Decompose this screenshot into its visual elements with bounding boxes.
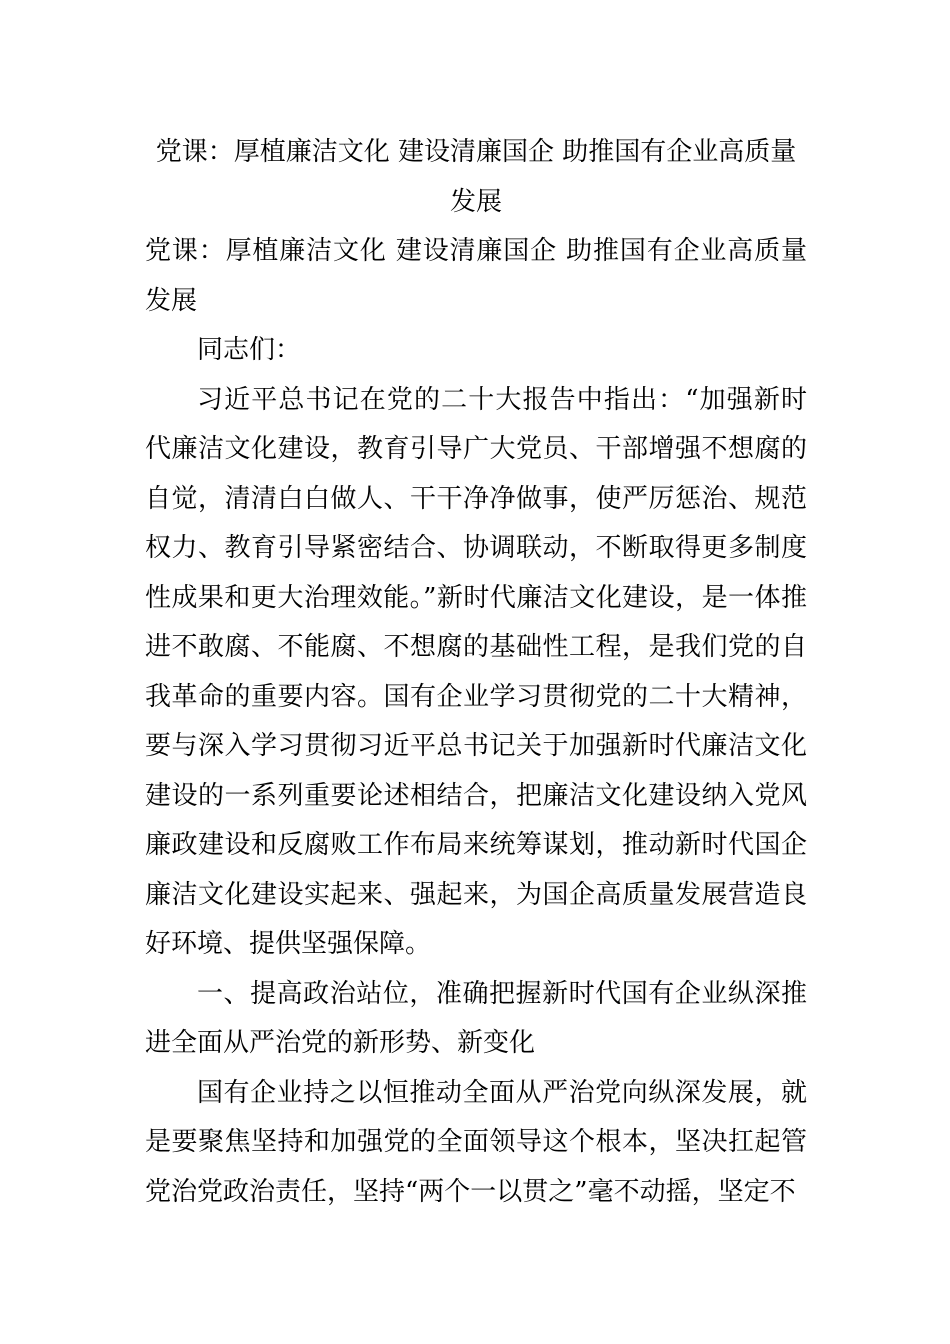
- paragraph-section-1: 国有企业持之以恒推动全面从严治党向纵深发展，就是要聚焦坚持和加强党的全面领导这个根本，坚决扛起管党治党政治责任，坚持“两个一以贯之”毫不动摇，坚定不: [145, 1077, 807, 1207]
- salutation: 同志们：: [197, 335, 302, 365]
- document-title: 党课：厚植廉洁文化 建设清廉国企 助推国有企业高质量发展: [155, 137, 797, 217]
- document-subtitle: 党课：厚植廉洁文化 建设清廉国企 助推国有企业高质量发展: [145, 236, 807, 316]
- paragraph-intro: 习近平总书记在党的二十大报告中指出：“加强新时代廉洁文化建设，教育引导广大党员、干部增强不想腐的自觉，清清白白做人、干干净净做事，使严厉惩治、规范权力、教育引导紧密结合、协调联动，不断取得更多制度性成果和更大治理效能。”新时代廉洁文化建设，是一体推进不敢腐、不能腐、不想腐的基础性工程，是我们党的自我革命的重要内容。国有企业学习贯彻党的二十大精神，要与深入学习贯彻习近平总书记关于加强新时代廉洁文化建设的一系列重要论述相结合，把廉洁文化建设纳入党风廉政建设和反腐败工作布局来统筹谋划，推动新时代国企廉洁文化建设实起来、强起来，为国企高质量发展营造良好环境、提供坚强保障。: [145, 384, 807, 959]
- section-heading-1: 一、提高政治站位，准确把握新时代国有企业纵深推进全面从严治党的新形势、新变化: [145, 978, 807, 1058]
- document-body: [145, 128, 807, 1217]
